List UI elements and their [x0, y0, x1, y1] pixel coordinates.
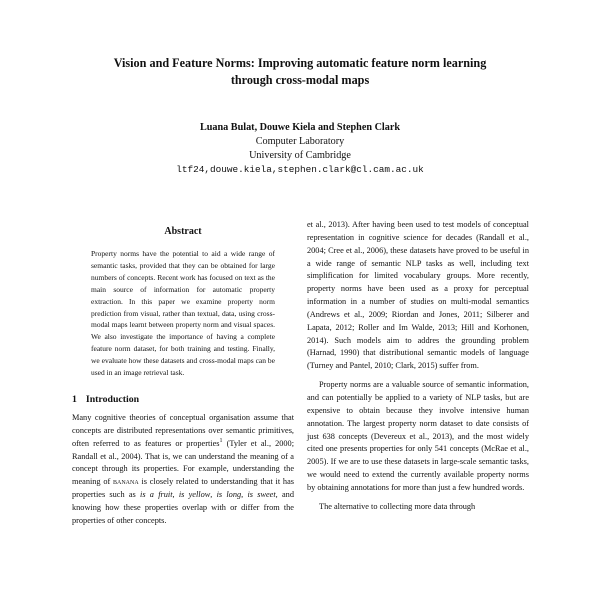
separator-2: , — [210, 490, 217, 500]
right-column — [307, 219, 529, 514]
property-4: is sweet — [247, 490, 276, 500]
intro-text-d: , and knowing how these properties overlap with or differ from the properties of other concepts. — [72, 490, 294, 525]
right-paragraph-3: The alternative to collecting more data through — [319, 501, 476, 511]
author-emails: ltf24,douwe.kiela,stephen.clark@cl.cam.ac.uk — [176, 164, 424, 175]
affiliation-department: Computer Laboratory — [255, 136, 345, 147]
section-number: 1 — [72, 393, 77, 405]
separator-1: , — [172, 490, 179, 500]
paper-title — [40, 55, 560, 89]
section-title: Introduction — [85, 393, 140, 405]
intro-text-c: is closely related to understanding that it has properties such as — [72, 477, 294, 500]
abstract-heading: Abstract — [164, 226, 202, 237]
left-column — [72, 226, 294, 528]
property-1: is a fruit — [140, 490, 173, 500]
section-heading-introduction — [72, 394, 294, 405]
right-paragraph-1: et al., 2013). After having been used to test models of conceptual representation in cognitive science for decades (Randall et al., 2004; Cree et al., 2006), these datasets have proved to be useful in a wide range of semantic NLP tasks as well, including text simplification for limited vocabulary groups. More recently, property norms have been used as a proxy for perceptual information in a number of studies on multi-modal semantics (Andrews et al., 2009; Riordan and Jones, 2011; Silberer and Lapata, 2012; Roller and Im Walde, 2013; Hill and Korhonen, 2014). Such models aim to addres the grounding problem (Harnad, 1990) that distributional semantic models of language (Turney and Pantel, 2010; Clark, 2015) suffer from. — [307, 220, 529, 371]
intro-text-a: Many cognitive theories of conceptual organisation assume that concepts are distributed representations over semantic primitives, often referred to as features or properties — [72, 412, 294, 448]
property-2: is yellow — [178, 490, 211, 500]
introduction-paragraph-1 — [72, 412, 294, 528]
right-paragraph-2: Property norms are a valuable source of semantic information, and can potentially be applied to a variety of NLP tasks, but are expensive to obtain because they involve intensive human annotation. The largest property norm dataset to date consists of just 638 concepts (Devereux et al., 2013), and the most widely cited one presents properties for only 541 concepts (McRae et al., 2005). If we are to use these datasets in large-scale semantic tasks, we would need to extend the currently available property norms by obtaining annotations for more than just a few hundred words. — [307, 380, 529, 492]
title-line-1: Vision and Feature Norms: Improving automatic feature norm learning — [113, 56, 487, 70]
affiliation-university: University of Cambridge — [249, 150, 351, 161]
separator-3: , — [241, 490, 248, 500]
property-3: is long — [216, 490, 242, 500]
intro-text-b: (Tyler et al., 2000; Randall et al., 2004). That is, we can understand the meaning of a concept through its properties. For example, understanding the meaning of — [72, 438, 294, 487]
abstract-text: Property norms have the potential to aid a wide range of semantic tasks, provided that they can be obtained for large numbers of concepts. Recent work has focused on text as the main source of information for automatic property extraction. In this paper we examine property norm prediction from visual, rather than textual, data, using cross-modal maps learnt between property norm and visual spaces. We also investigate the importance of having a complete feature norm dataset, for both training and testing. Finally, we evaluate how these datasets and cross-modal maps can be used in an image retrieval task. — [91, 249, 275, 378]
authors: Luana Bulat, Douwe Kiela and Stephen Clark — [199, 122, 401, 133]
title-line-2: through cross-modal maps — [230, 73, 370, 87]
footnote-marker: 1 — [219, 437, 223, 444]
author-block — [100, 121, 500, 177]
concept-banana: banana — [113, 477, 139, 487]
